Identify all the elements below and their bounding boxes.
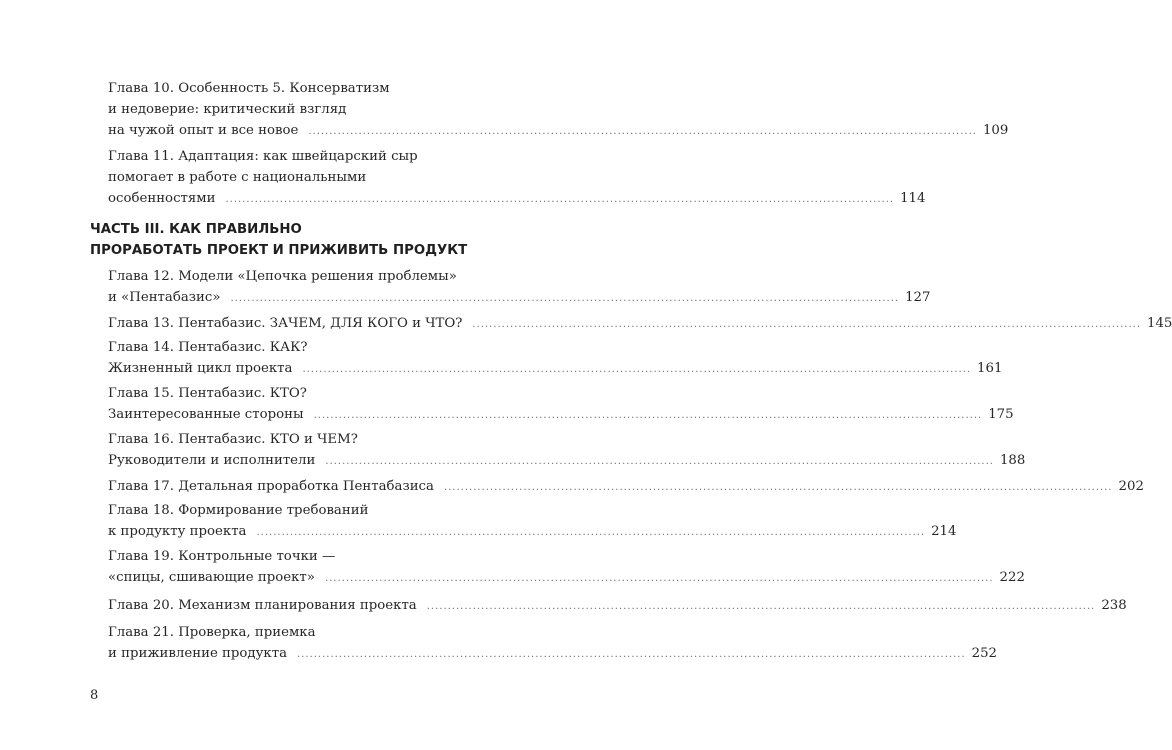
toc-entry-title-line: Глава 10. Особенность 5. Консерватизм [108, 81, 390, 96]
part-3-heading [90, 219, 510, 261]
toc-entry-chapter-15[interactable] [108, 383, 1014, 425]
part-heading-line: ЧАСТЬ III. КАК ПРАВИЛЬНО [90, 222, 302, 237]
leader-dots: ................................................................................................................................................................ [324, 573, 994, 584]
leader-dots: ................................................................................................................................................................ [426, 601, 1096, 612]
leader-dots: ................................................................................................................................................................ [302, 364, 972, 375]
toc-entry-title-line: Глава 20. Механизм планирования проекта [108, 598, 417, 613]
toc-entry-title-line: и недоверие: критический взгляд [108, 102, 347, 117]
toc-entry-chapter-17[interactable] [108, 476, 1144, 497]
leader-dots: ................................................................................................................................................................ [472, 319, 1142, 330]
toc-entry-title-line: и приживление продукта [108, 646, 288, 661]
toc-page-number: 222 [999, 570, 1025, 585]
toc-page-number: 202 [1118, 479, 1144, 494]
toc-entry-chapter-18[interactable] [108, 500, 957, 542]
toc-page-number: 252 [971, 646, 998, 661]
toc-entry-chapter-21[interactable] [108, 622, 998, 664]
toc-entry-title-line: Глава 12. Модели «Цепочка решения проблемы» [108, 269, 457, 284]
toc-entry-title-line: Глава 17. Детальная проработка Пентабазиса [108, 479, 434, 494]
toc-entry-title-line: Глава 19. Контрольные точки — [108, 549, 336, 564]
leader-dots: ................................................................................................................................................................ [256, 527, 926, 538]
toc-entry-title-line: на чужой опыт и все новое [108, 123, 299, 138]
leader-dots: ................................................................................................................................................................ [225, 194, 895, 205]
toc-entry-title-line: Глава 15. Пентабазис. КТО? [108, 386, 307, 401]
toc-entry-title-line: «спицы, сшивающие проект» [108, 570, 315, 585]
leader-dots: ................................................................................................................................................................ [297, 649, 966, 660]
toc-entry-title-line: Глава 16. Пентабазис. КТО и ЧЕМ? [108, 432, 358, 447]
leader-dots: ................................................................................................................................................................ [230, 293, 900, 304]
toc-entry-chapter-12[interactable] [108, 266, 931, 308]
toc-page-number: 214 [931, 524, 957, 539]
toc-entry-title-line: Глава 21. Проверка, приемка [108, 625, 316, 640]
toc-entry-title-line: Глава 18. Формирование требований [108, 503, 369, 518]
leader-dots: ................................................................................................................................................................ [308, 126, 977, 137]
toc-page-number: 175 [988, 407, 1014, 422]
toc-entry-title-line: особенностями [108, 191, 216, 206]
toc-entry-title-line: Глава 14. Пентабазис. КАК? [108, 340, 308, 355]
toc-entry-title-line: Руководители и исполнители [108, 453, 316, 468]
toc-page-number: 161 [977, 361, 1003, 376]
toc-entry-chapter-13[interactable] [108, 313, 1172, 334]
toc-entry-chapter-20[interactable] [108, 595, 1127, 616]
leader-dots: ................................................................................................................................................................ [313, 410, 983, 421]
toc-entry-title-line: к продукту проекта [108, 524, 247, 539]
leader-dots: ................................................................................................................................................................ [443, 482, 1113, 493]
toc-entry-chapter-16[interactable] [108, 429, 1026, 471]
toc-page-number: 145 [1147, 316, 1172, 331]
toc-page-number: 114 [900, 191, 926, 206]
toc-entry-title-line: помогает в работе с национальными [108, 170, 367, 185]
toc-entry-title-line: Глава 13. Пентабазис. ЗАЧЕМ, ДЛЯ КОГО и ЧТО? [108, 316, 463, 331]
toc-entry-title-line: и «Пентабазис» [108, 290, 221, 305]
toc-page-number: 188 [999, 453, 1026, 468]
part-heading-line: ПРОРАБОТАТЬ ПРОЕКТ И ПРИЖИВИТЬ ПРОДУКТ [90, 243, 468, 258]
toc-page-number: 109 [982, 123, 1009, 138]
toc-page-number: 238 [1101, 598, 1127, 613]
page-number: 8 [90, 688, 99, 703]
toc-entry-chapter-19[interactable] [108, 546, 1025, 588]
toc-entry-chapter-14[interactable] [108, 337, 1003, 379]
toc-entry-chapter-11[interactable] [108, 146, 926, 209]
toc-entry-chapter-10[interactable] [108, 78, 1009, 141]
toc-entry-title-line: Глава 11. Адаптация: как швейцарский сыр [108, 149, 418, 164]
toc-entry-title-line: Жизненный цикл проекта [108, 361, 293, 376]
leader-dots: ................................................................................................................................................................ [325, 456, 994, 467]
toc-entry-title-line: Заинтересованные стороны [108, 407, 304, 422]
toc-page-number: 127 [905, 290, 931, 305]
